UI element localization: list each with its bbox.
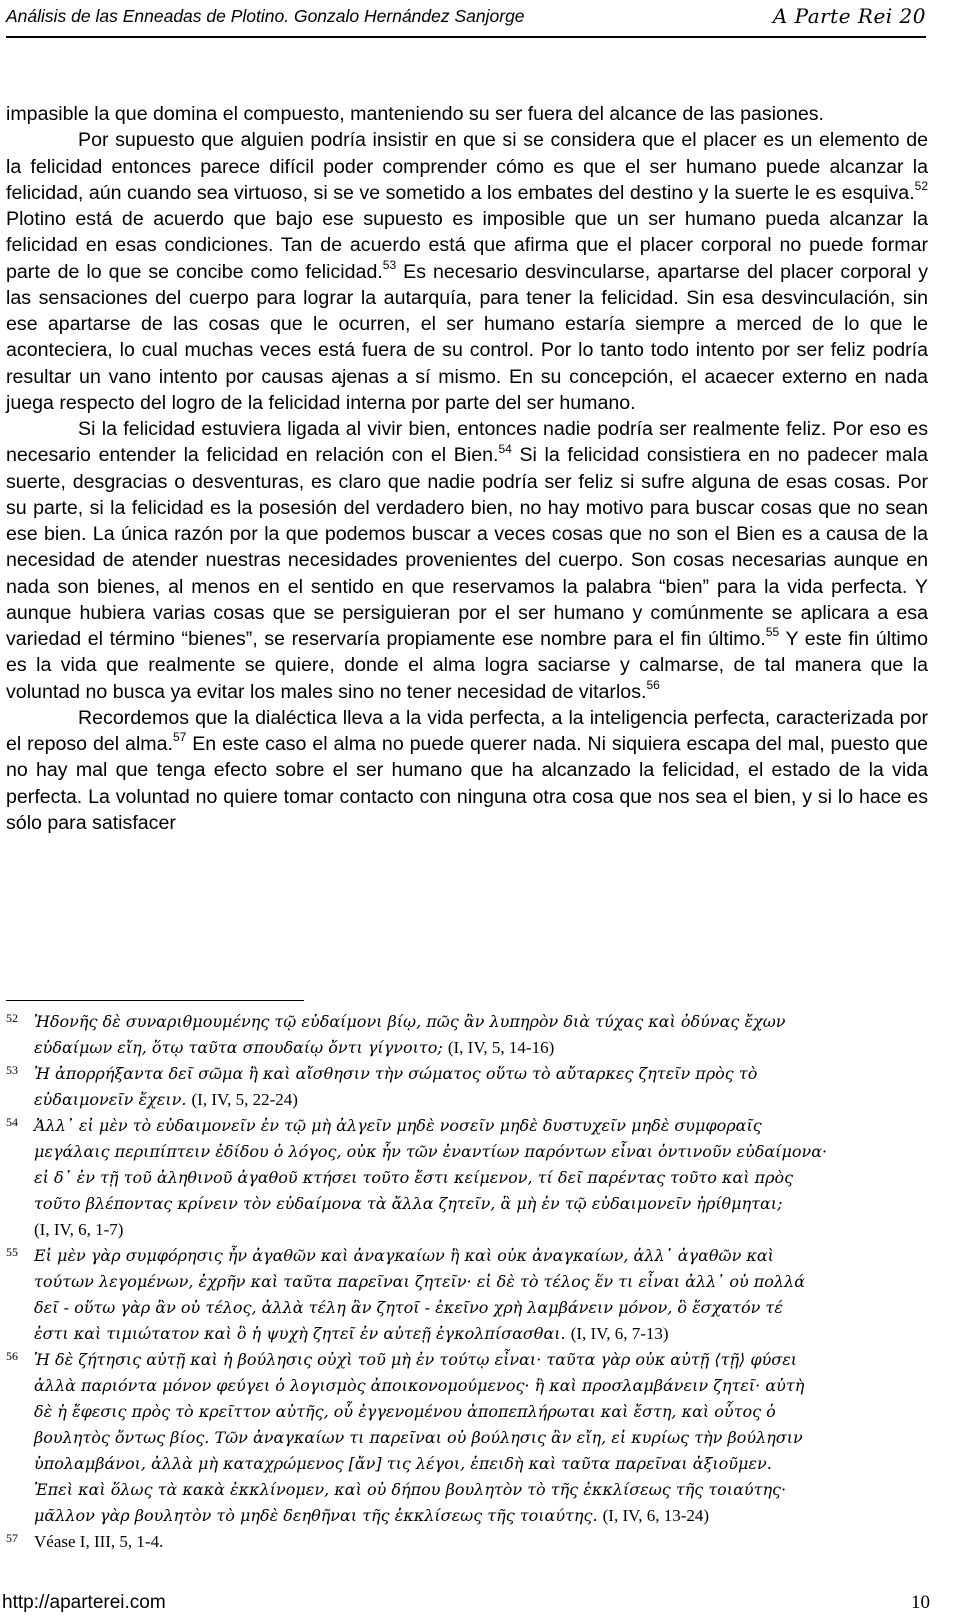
footer-link[interactable]: http://aparterei.com	[2, 1592, 166, 1613]
paragraph: Por supuesto que alguien podría insistir en que si se considera que el placer es un elemento de la felicidad entonces parece difícil poder comprender cómo es que el ser humano puede alcanzar la felicidad, aún cuando sea virtuoso, si se ve sometido a los embates del destino y la suerte le es esquiva.$^{52}$ Plotino está de acuerdo que bajo ese supuesto es imposible que un ser humano pueda alcanzar la felicidad en esas condiciones. Tan de acuerdo está que afirma que el placer corporal no puede formar parte de lo que se concibe como felicidad.$^{53}$ Es necesario desvincularse, apartarse del placer corporal y las sensaciones del cuerpo para lograr la autarquía, para tener la felicidad. Sin esa desvinculación, sin ese apartarse de las cosas que le ocurren, el ser humano estaría siempre a merced de lo que le aconteciera, lo cual muchas veces está fuera de su control. Por lo tanto todo intento por ser feliz podría resultar un vano intento por causas ajenas a sí mismo. En su concepción, el acaecer externo en nada juega respecto del logro de la felicidad interna por parte del ser humano.	[6, 129, 928, 414]
footnote-divider	[6, 1000, 304, 1001]
footnote-number: 55	[6, 1245, 18, 1259]
footnote-ref-54[interactable]: 54	[498, 441, 512, 456]
footnote-number: 53	[6, 1063, 18, 1077]
citation: (I, IV, 6, 1-7)	[34, 1220, 124, 1239]
paragraph: Recordemos que la dialéctica lleva a la vida perfecta, a la inteligencia perfecta, caracterizada por el reposo del alma.$^{57}$ En este caso el alma no puede querer nada. Ni siquiera escapa del mal, puesto que no hay mal que tenga efecto sobre el ser humano que ha alcanzado la felicidad, el estado de la vida perfecta. La voluntad no quiere tomar contacto con ninguna otra cosa que nos sea el bien, y si lo hace es sólo para satisfacer	[6, 706, 928, 834]
main-text	[6, 101, 928, 836]
footnote-ref-56[interactable]: 56	[646, 677, 660, 692]
header-divider	[6, 36, 926, 38]
footnote-53: 53 Ἠ ἀπορρήξαντα δεῖ σῶμα ἢ καὶ αἴσθησιν τὴν σώματος οὕτω τὸ αὔταρκες ζητεῖν πρὸς τὸ εὐδαιμονεῖν ἔχειν. (I, IV, 5, 22-24)	[6, 1061, 930, 1113]
footnote-ref-57[interactable]: 57	[172, 730, 187, 745]
citation: (I, IV, 6, 13-24)	[602, 1506, 710, 1525]
footnote-number: 56	[6, 1349, 18, 1363]
citation: (I, IV, 5, 22-24)	[191, 1090, 298, 1109]
page-number: 10	[911, 1592, 930, 1613]
footnote-number: 54	[6, 1115, 18, 1129]
footnote-54: 54 Ἀλλ᾽ εἰ μὲν τὸ εὐδαιμονεῖν ἐν τῷ μὴ ἀλγεῖν μηδὲ νοσεῖν μηδὲ δυστυχεῖν μηδὲ συμφοραῖς μεγάλαις περιπίπτειν ἐδίδου ὁ λόγος, οὐκ ἦν τῶν ἐναντίων παρόντων εἶναι ὁντινοῦν εὐδαίμονα· εἰ δ᾽ ἐν τῇ τοῦ ἀληθινοῦ ἀγαθοῦ κτήσει τοῦτο ἔστι κείμενον, τί δεῖ παρέντας τοῦτο καὶ πρὸς τοῦτο βλέποντας κρίνειν τὸν εὐδαίμονα τὰ ἄλλα ζητεῖν, ἃ μὴ ἐν τῷ εὐδαιμονεῖν ἠρίθμηται; (I, IV, 6, 1-7)	[6, 1113, 930, 1243]
footnote-55: 55 Εἰ μὲν γὰρ συμφόρησις ἦν ἀγαθῶν καὶ ἀναγκαίων ἢ καὶ οὐκ ἀναγκαίων, ἀλλ᾽ ἀγαθῶν καὶ τούτων λεγομένων, ἐχρῆν καὶ ταῦτα παρεῖναι ζητεῖν· εἰ δὲ τὸ τέλος ἕν τι εἶναι ἀλλ᾽ οὐ πολλά δεῖ - οὕτω γὰρ ἂν οὐ τέλος, ἀλλὰ τέλη ἂν ζητοῖ - ἐκεῖνο χρὴ λαμβάνειν μόνον, ὃ ἔσχατόν τέ ἐστι καὶ τιμιώτατον καὶ ὃ ἡ ψυχὴ ζητεῖ ἐν αὐτεῇ ἐγκολπίσασθαι. (I, IV, 6, 7-13)	[6, 1243, 930, 1347]
paragraph: impasible la que domina el compuesto, manteniendo su ser fuera del alcance de las pasiones.	[6, 103, 824, 125]
footnote-number: 57	[6, 1531, 18, 1545]
footnote-ref-55[interactable]: 55	[765, 625, 780, 640]
footnote-number: 52	[6, 1011, 18, 1025]
header-title: Análisis de las Enneadas de Plotino. Gonzalo Hernández Sanjorge	[6, 6, 525, 26]
page-header	[6, 4, 926, 32]
citation: (I, IV, 5, 14-16)	[447, 1038, 555, 1057]
footnote-57: 57 Véase I, III, 5, 1-4.	[6, 1529, 930, 1555]
footnote-ref-52[interactable]: 52	[914, 179, 928, 194]
footnotes	[6, 1009, 930, 1555]
footnote-52: 52 Ἡδονῆς δὲ συναριθμουμένης τῷ εὐδαίμονι βίῳ, πῶς ἂν λυπηρὸν διὰ τύχας καὶ ὀδύνας ἔχων εὐδαίμων εἴη, ὅτῳ ταῦτα σπουδαίῳ ὄντι γίγνοιτο; (I, IV, 5, 14-16)	[6, 1009, 930, 1061]
page-footer	[0, 1588, 930, 1618]
footnote-ref-53[interactable]: 53	[382, 257, 397, 272]
citation: (I, IV, 6, 7-13)	[570, 1324, 669, 1343]
footnote-56: 56 Ἡ δὲ ζήτησις αὐτῇ καὶ ἡ βούλησις οὐχὶ τοῦ μὴ ἐν τούτῳ εἶναι· ταῦτα γὰρ οὐκ αὐτῇ ⟨τῇ⟩ φύσει ἀλλὰ παριόντα μόνον φεύγει ὁ λογισμὸς ἀποικονομούμενος· ἢ καὶ προσλαμβάνειν ζητεῖ· αὐτὴ δὲ ἡ ἔφεσις πρὸς τὸ κρεῖττον αὐτῆς, οὗ ἐγγενομένου ἀποπεπλήρωται καὶ ἔστη, καὶ οὗτος ὁ βουλητὸς ὄντως βίος. Τῶν ἀναγκαίων τι παρεῖναι οὐ βούλησις ἂν εἴη, εἰ κυρίως τὴν βούλησιν ὑπολαμβάνοι, ἀλλὰ μὴ καταχρώμενος [ἄν] τις λέγοι, ἐπειδὴ καὶ ταῦτα παρεῖναι ἀξιοῦμεν. Ἐπεὶ καὶ ὅλως τὰ κακὰ ἐκκλίνομεν, καὶ οὐ δήπου βουλητὸν τὸ τῆς ἐκκλίσεως τῆς τοιαύτης· μᾶλλον γὰρ βουλητὸν τὸ μηδὲ δεηθῆναι τῆς ἐκκλίσεως τῆς τοιαύτης. (I, IV, 6, 13-24)	[6, 1347, 930, 1529]
header-journal-logo: A Parte Rei 20	[772, 4, 926, 28]
paragraph: Si la felicidad estuviera ligada al vivir bien, entonces nadie podría ser realmente feliz. Por eso es necesario entender la felicidad en relación con el Bien.$^{54}$ Si la felicidad consistiera en no padecer mala suerte, desgracias o desventuras, es claro que nadie podría ser feliz si sufre alguna de esas cosas. Por su parte, si la felicidad es la posesión del verdadero bien, no hay motivo para buscar cosas que no sean ese bien. La única razón por la que podemos buscar a veces cosas que no son el Bien es a causa de la necesidad de atender nuestras necesidades provenientes del cuerpo. Son cosas necesarias aunque en nada son bienes, al menos en el sentido en que reservamos la palabra “bien” para la vida perfecta. Y aunque hubiera varias cosas que se persiguieran por el ser humano y comúnmente se aplicara a esa variedad el término “bienes”, se reservaría propiamente ese nombre para el fin último.$^{55}$ Y este fin último es la vida que realmente se quiere, donde el alma logra saciarse y calmarse, de tal manera que la voluntad no busca ya evitar los males sino no tener necesidad de vitarlos.$^{56}$	[6, 418, 928, 703]
